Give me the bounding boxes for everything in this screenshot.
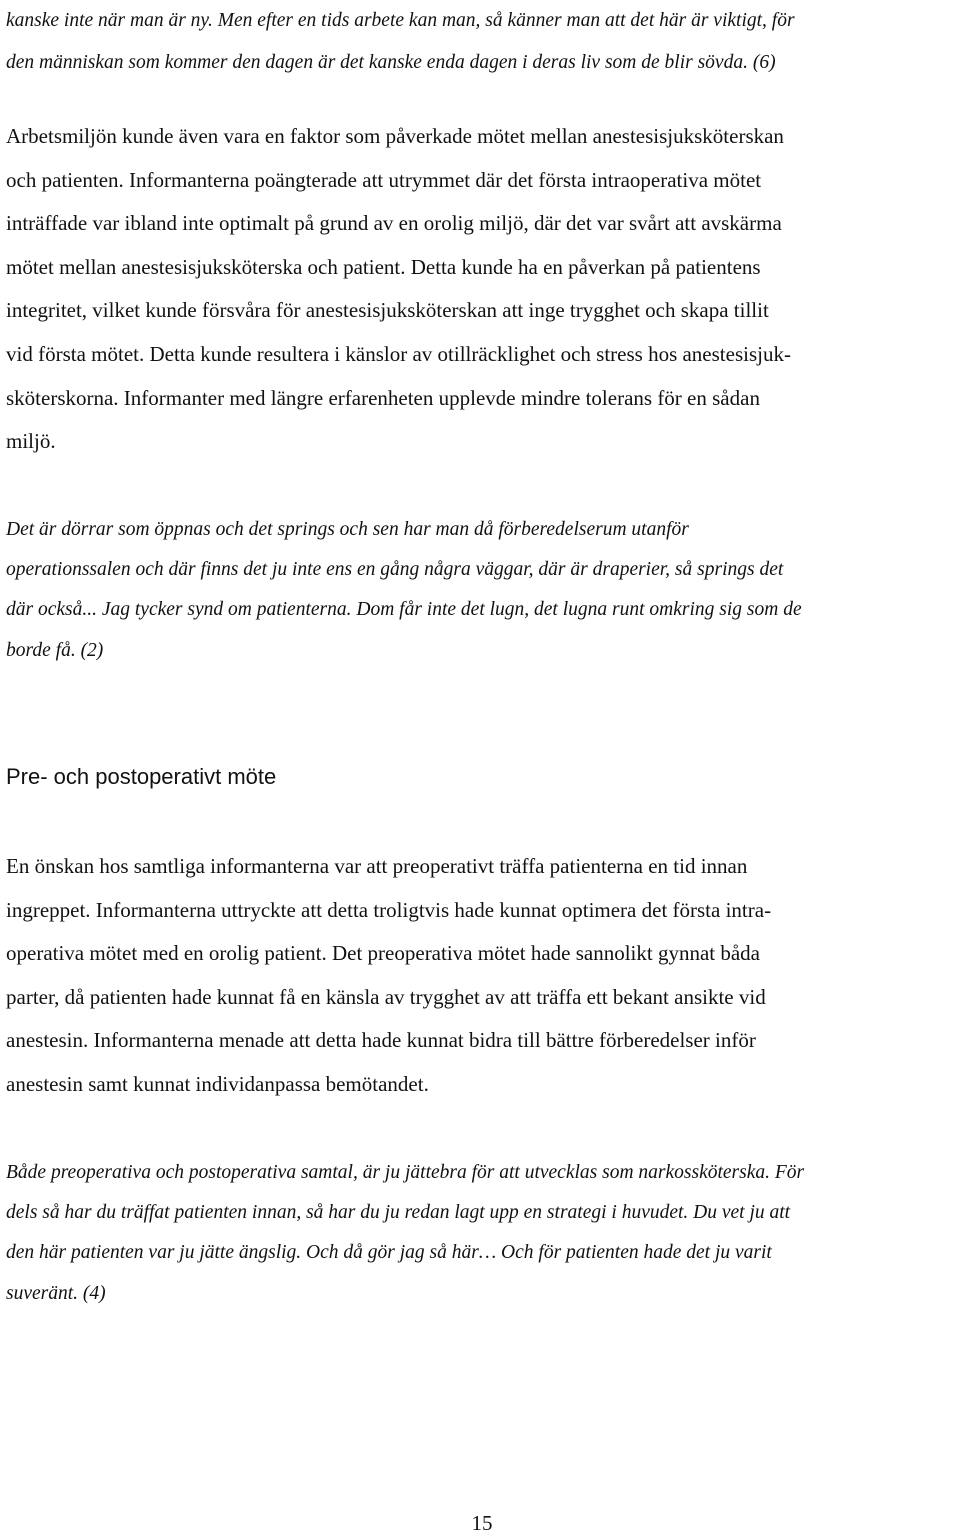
page-number: 15: [471, 1511, 493, 1535]
text-line: och patienten. Informanterna poängterade att utrymmet där det första intraoperativa mötet: [6, 167, 762, 192]
text-line: parter, då patienten hade kunnat få en känsla av trygghet av att träffa ett bekant ansikte vid: [6, 984, 766, 1009]
text-line: ingreppet. Informanterna uttryckte att detta troligtvis hade kunnat optimera det första intra-: [6, 897, 772, 922]
text-line: operationssalen och där finns det ju inte ens en gång några väggar, där är draperier, så springs det: [6, 559, 784, 581]
document-page: [6, 0, 958, 1534]
text-line: dels så har du träffat patienten innan, så har du ju redan lagt upp en strategi i huvudet. Du vet ju att: [6, 1202, 791, 1224]
text-line: anestesin. Informanterna menade att detta hade kunnat bidra till bättre förberedelser inför: [6, 1028, 756, 1053]
text-line: suveränt. (4): [6, 1282, 106, 1304]
text-line: Både preoperativa och postoperativa samtal, är ju jättebra för att utvecklas som narkossköterska. För: [6, 1162, 805, 1183]
quote-excerpt-top: [6, 0, 958, 84]
text-line: operativa mötet med en orolig patient. Det preoperativa mötet hade sannolikt gynnat båda: [6, 941, 761, 966]
text-line: sköterskorna. Informanter med längre erfarenheten upplevde mindre tolerans för en sådan: [6, 385, 760, 410]
text-line: borde få. (2): [6, 639, 104, 661]
text-line: integritet, vilket kunde försvåra för anestesisjuksköterskan att inge trygghet och skapa tillit: [6, 298, 769, 323]
text-line: Arbetsmiljön kunde även vara en faktor som påverkade mötet mellan anestesisjuksköterskan: [6, 124, 784, 148]
paragraph-preoperative: [6, 845, 958, 1107]
section-heading: Pre- och postoperativt möte: [6, 764, 277, 789]
text-line: Det är dörrar som öppnas och det springs och sen har man då förberedelserum utanför: [6, 519, 689, 540]
text-line: den människan som kommer den dagen är det kanske enda dagen i deras liv som de blir sövda. (6): [6, 52, 776, 73]
text-line: mötet mellan anestesisjuksköterska och patient. Detta kunde ha en påverkan på patientens: [6, 254, 761, 279]
paragraph-work-environment: [6, 115, 958, 464]
text-line: anestesin samt kunnat individanpassa bemötandet.: [6, 1071, 429, 1096]
text-line: kanske inte när man är ny. Men efter en tids arbete kan man, så känner man att det här är viktigt, för: [6, 10, 795, 31]
text-line: den här patienten var ju jätte ängslig. Och då gör jag så här… Och för patienten hade det ju varit: [6, 1242, 772, 1264]
text-line: vid första mötet. Detta kunde resultera i känslor av otillräcklighet och stress hos anestesisjuk-: [6, 341, 791, 366]
quote-conversations: [6, 1153, 958, 1314]
quote-doors: [6, 510, 958, 671]
text-line: där också... Jag tycker synd om patienterna. Dom får inte det lugn, det lugna runt omkring sig som de: [6, 599, 802, 621]
text-line: inträffade var ibland inte optimalt på grund av en orolig miljö, där det var svårt att avskärma: [6, 211, 782, 236]
text-line: En önskan hos samtliga informanterna var att preoperativt träffa patienterna en tid innan: [6, 854, 748, 878]
text-line: miljö.: [6, 429, 56, 454]
